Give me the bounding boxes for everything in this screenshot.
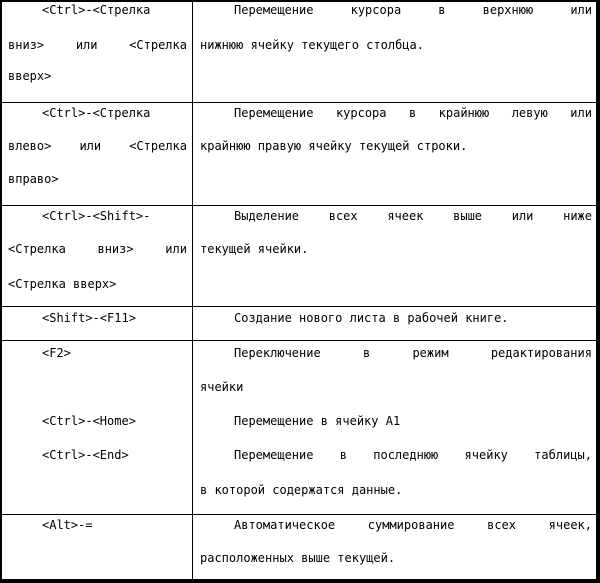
word: в xyxy=(362,346,371,360)
word: Перемещение xyxy=(234,3,314,17)
shortcut-description-line: нижнюю ячейку текущего столбца. xyxy=(200,38,424,52)
word: ниже xyxy=(563,209,592,223)
shortcut-key-line: вверх> xyxy=(8,69,52,83)
shortcut-key-line xyxy=(8,38,187,52)
shortcut-key-line: <Ctrl>-<Стрелка xyxy=(42,3,151,17)
shortcut-key-line: <Ctrl>-<End> xyxy=(42,448,129,462)
word: или xyxy=(79,139,102,153)
word: последнюю xyxy=(373,448,439,462)
word: вниз> xyxy=(97,242,134,256)
shortcut-key-line: вправо> xyxy=(8,172,59,186)
word: левую xyxy=(511,106,548,120)
shortcut-description-line xyxy=(234,448,592,462)
word: Автоматическое xyxy=(234,518,336,532)
shortcut-description-line xyxy=(234,106,592,120)
shortcut-key-line xyxy=(8,242,187,256)
word: курсора xyxy=(335,106,387,120)
word: ячейку xyxy=(464,448,508,462)
word: выше xyxy=(453,209,483,223)
row-divider xyxy=(0,205,600,206)
shortcut-key-line: <Стрелка вверх> xyxy=(8,277,117,291)
shortcut-description-line: текущей ячейки. xyxy=(200,242,309,256)
word: Переключение xyxy=(234,346,321,360)
word: <Стрелка xyxy=(129,139,187,153)
word: <Стрелка xyxy=(8,242,66,256)
word: редактирования xyxy=(490,346,592,360)
row-divider xyxy=(0,102,600,103)
word: суммирование xyxy=(367,518,455,532)
word: Перемещение xyxy=(234,448,314,462)
shortcut-key-line: <Ctrl>-<Home> xyxy=(42,414,136,428)
word: ячеек xyxy=(387,209,424,223)
shortcut-description-line xyxy=(234,346,592,360)
word: влево> xyxy=(8,139,52,153)
row-divider xyxy=(0,306,600,307)
word: ячеек, xyxy=(548,518,592,532)
shortcut-key-line: <Alt>-= xyxy=(42,518,93,532)
shortcut-key-line: <Ctrl>-<Shift>- xyxy=(42,209,151,223)
shortcut-description-line: Перемещение в ячейку A1 xyxy=(234,414,401,428)
word: курсора xyxy=(350,3,402,17)
word: в xyxy=(339,448,347,462)
word: или xyxy=(570,3,592,17)
shortcut-description-line xyxy=(234,209,592,223)
shortcut-description-line xyxy=(234,3,592,17)
shortcut-description-line: в которой содержатся данные. xyxy=(200,483,403,497)
row-divider xyxy=(0,514,600,515)
word: или xyxy=(75,38,98,52)
word: или xyxy=(511,209,534,223)
row-divider xyxy=(0,340,600,341)
shortcut-key-line xyxy=(8,139,187,153)
word: в xyxy=(438,3,446,17)
word: Выделение xyxy=(234,209,300,223)
column-divider xyxy=(192,0,193,583)
word: всех xyxy=(328,209,358,223)
word: крайнюю xyxy=(438,106,490,120)
shortcut-description-line: Создание нового листа в рабочей книге. xyxy=(234,311,509,325)
shortcut-description-line: расположенных выше текущей. xyxy=(200,551,396,565)
word: или xyxy=(570,106,592,120)
word: вниз> xyxy=(8,38,45,52)
shortcut-description-line: крайнюю правую ячейку текущей строки. xyxy=(200,139,468,153)
word: или xyxy=(165,242,187,256)
word: таблицы, xyxy=(534,448,592,462)
word: в xyxy=(408,106,417,120)
shortcut-key-line: <F2> xyxy=(42,346,71,360)
word: верхнюю xyxy=(482,3,534,17)
word: всех xyxy=(487,518,517,532)
shortcut-key-line: <Ctrl>-<Стрелка xyxy=(42,106,151,120)
word: <Стрелка xyxy=(129,38,187,52)
shortcut-description-line xyxy=(234,518,592,532)
word: Перемещение xyxy=(234,106,314,120)
shortcut-key-line: <Shift>-<F11> xyxy=(42,311,136,325)
word: режим xyxy=(412,346,449,360)
shortcut-description-line: ячейки xyxy=(200,380,244,394)
